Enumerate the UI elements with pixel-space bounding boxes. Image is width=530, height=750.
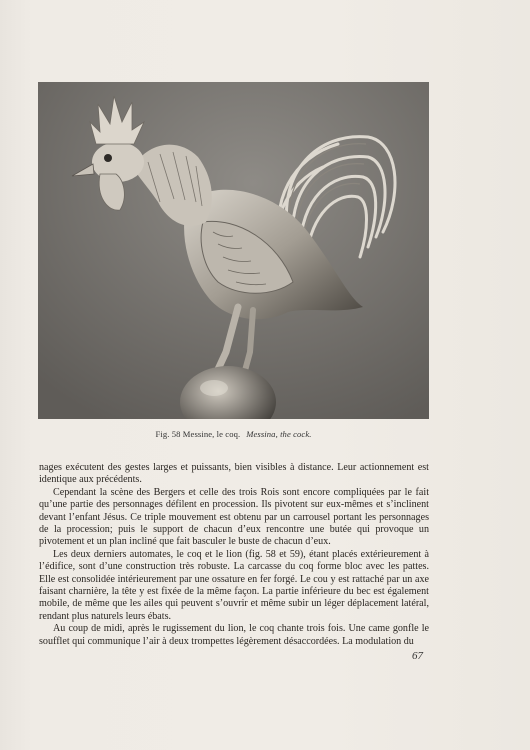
page-number: 67	[412, 650, 423, 662]
body-text	[39, 462, 429, 648]
caption-english: Messina, the cock.	[246, 429, 312, 439]
paragraph: nages exécutent des gestes larges et puissants, bien visibles à distance. Leur actionnement est identique aux précédents.	[39, 462, 429, 486]
paragraph: Au coup de midi, après le rugissement du lion, le coq chante trois fois. Une came gonfle le soufflet qui communique l’air à deux trompettes légèrement désaccordées. La modulation du	[39, 623, 429, 647]
caption-french: Fig. 58 Messine, le coq.	[155, 429, 241, 439]
rooster-image	[38, 82, 429, 419]
paragraph: Les deux derniers automates, le coq et le lion (fig. 58 et 59), étant placés extérieurement à l’édifice, sont d’une construction très robuste. La carcasse du coq forme bloc avec les pattes. Elle est consolidée intérieurement par une ossature en fer forgé. Le cou y est rattaché par un axe faisant charnière, la tête y est fixée de la même façon. La partie inférieure du bec est également mobile, de même que les ailes qui peuvent s’ouvrir et même subir un léger déplacement latéral, rendant plus naturels leurs ébats.	[39, 548, 429, 622]
figure-photo-rooster	[38, 82, 429, 419]
figure-caption	[38, 429, 429, 439]
paragraph: Cependant la scène des Bergers et celle des trois Rois sont encore compliquées par le fait qu’une partie des personnages défilent en procession. Ils pivotent sur eux-mêmes et s’inclinent devant l’enfant Jésus. Ce triple mouvement est obtenu par un carrousel portant les personnages de la procession; puis le support de chacun d’eux rencontre une butée qui provoque un pivotement et un plan incliné que fait basculer le buste de chacun d’eux.	[39, 486, 429, 548]
